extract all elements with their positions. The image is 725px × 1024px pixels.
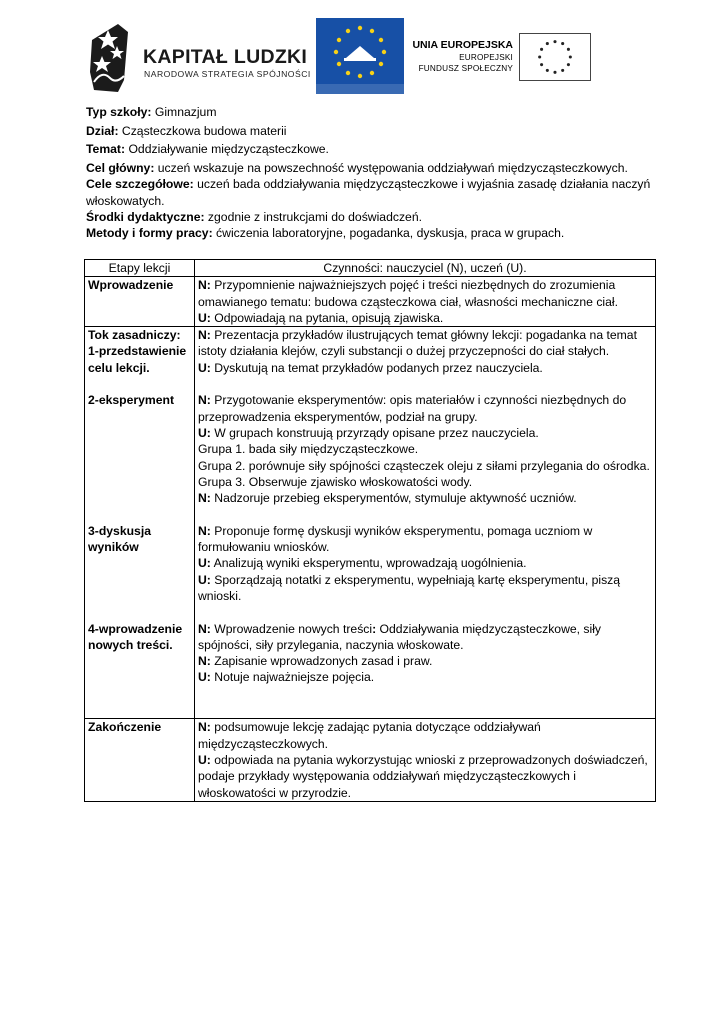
spacer bbox=[88, 425, 191, 441]
activities-intro bbox=[195, 277, 656, 327]
p4-teacher-line bbox=[198, 621, 652, 654]
teacher-label: N: bbox=[198, 523, 211, 538]
spacer bbox=[198, 506, 652, 522]
methods-value: ćwiczenia laboratoryjne, pogadanka, dyskusja, praca w grupach. bbox=[212, 225, 565, 240]
spacer bbox=[198, 702, 652, 718]
stage-4-line2: nowych treści. bbox=[88, 637, 173, 652]
topic-row bbox=[86, 141, 656, 157]
spacer bbox=[88, 458, 191, 474]
teaching-aids-value: zgodnie z instrukcjami do doświadczeń. bbox=[204, 209, 422, 224]
eu-fund-line1: EUROPEJSKI bbox=[459, 53, 513, 62]
header-stages: Etapy lekcji bbox=[85, 260, 195, 277]
spacer bbox=[88, 506, 191, 522]
p4-teacher-text-b: Oddziaływania międzycząsteczkowe, siły spójności, siły przylegania, naczynia włoskowate. bbox=[198, 621, 602, 652]
p1-student-text: Dyskutują na temat przykładów podanych przez nauczyciela. bbox=[210, 360, 543, 375]
school-type-label: Typ szkoły: bbox=[86, 105, 152, 119]
p1-teacher-text: Prezentacja przykładów ilustrujących temat główny lekcji: pogadanka na temat istoty działania klejów, czyli substancji o dużej przyczepności do ciał stałych. bbox=[198, 328, 637, 359]
detailed-goals-row bbox=[86, 176, 656, 208]
kapital-ludzki-logo bbox=[88, 22, 311, 94]
stage-4-line1: 4-wprowadzenie bbox=[88, 621, 183, 636]
stage-3-line1: 3-dyskusja bbox=[88, 523, 152, 538]
spacer bbox=[88, 588, 191, 604]
intro-teacher-line bbox=[198, 277, 652, 310]
table-row-ending bbox=[85, 719, 656, 801]
p2-teacher-supervise-line bbox=[198, 490, 652, 506]
p4-teacher-colon: : bbox=[372, 621, 377, 636]
table-header-row bbox=[85, 260, 656, 277]
p3-teacher-line bbox=[198, 523, 652, 556]
school-type-value: Gimnazjum bbox=[151, 105, 217, 119]
student-label: U: bbox=[198, 556, 211, 571]
spacer bbox=[198, 376, 652, 392]
main-goal-row bbox=[86, 160, 656, 176]
activities-ending bbox=[195, 719, 656, 801]
p4-teacher-notes-line bbox=[198, 653, 652, 669]
student-label: U: bbox=[198, 310, 211, 325]
spacer bbox=[88, 441, 191, 457]
p1-teacher-line bbox=[198, 327, 652, 360]
teacher-label: N: bbox=[198, 720, 211, 735]
school-type-row bbox=[86, 104, 656, 120]
stage-main-title: Tok zasadniczy: bbox=[88, 328, 181, 343]
spacer bbox=[88, 474, 191, 490]
p4-student-line bbox=[198, 669, 652, 685]
p3-student-text: Analizują wyniki eksperymentu, wprowadzają uogólnienia. bbox=[210, 556, 527, 571]
eu-text-block bbox=[390, 39, 513, 74]
lesson-plan-table bbox=[84, 259, 656, 802]
main-goal-label: Cel główny: bbox=[86, 161, 155, 176]
spacer bbox=[88, 490, 191, 506]
ending-student-line bbox=[198, 752, 652, 801]
p3-student-notes-text: Sporządzają notatki z eksperymentu, wypełniają kartę eksperymentu, piszą wnioski. bbox=[198, 572, 621, 603]
p2-teacher-text: Przygotowanie eksperymentów: opis materiałów i czynności niezbędnych do przeprowadzenia eksperymentów, podział na grupy. bbox=[198, 393, 627, 424]
group-1-line: Grupa 1. bada siły międzycząsteczkowe. bbox=[198, 442, 419, 457]
stage-3-line2: wyników bbox=[88, 540, 139, 555]
section-row bbox=[86, 123, 656, 139]
topic-label: Temat: bbox=[86, 142, 126, 157]
spacer bbox=[198, 686, 652, 702]
stage-1-line1: 1-przedstawienie bbox=[88, 344, 187, 359]
p3-teacher-text: Proponuje formę dyskusji wyników eksperymentu, pomaga uczniom w formułowaniu wniosków. bbox=[198, 523, 593, 555]
topic-value: Oddziaływanie międzycząsteczkowe. bbox=[125, 142, 329, 157]
teacher-label: N: bbox=[198, 328, 211, 343]
stage-1-line2: celu lekcji. bbox=[88, 360, 150, 375]
eu-title: UNIA EUROPEJSKA bbox=[412, 39, 513, 51]
p3-student-line bbox=[198, 555, 652, 571]
student-label: U: bbox=[198, 360, 211, 375]
stage-main bbox=[85, 327, 195, 719]
ending-teacher-line bbox=[198, 719, 652, 752]
eu-fund-line2: FUNDUSZ SPOŁECZNY bbox=[418, 64, 513, 73]
kapital-ludzki-subtitle: NARODOWA STRATEGIA SPÓJNOŚCI bbox=[144, 69, 311, 79]
p1-student-line bbox=[198, 360, 652, 376]
stage-ending: Zakończenie bbox=[85, 719, 195, 801]
teacher-label: N: bbox=[198, 393, 211, 408]
section-label: Dział: bbox=[86, 123, 119, 138]
p2-student-text: W grupach konstruują przyrządy opisane przez nauczyciela. bbox=[210, 425, 539, 440]
p2-teacher-line bbox=[198, 392, 652, 425]
methods-row bbox=[86, 225, 656, 241]
p2-teacher-supervise-text: Nadzoruje przebieg eksperymentów, stymuluje aktywność uczniów. bbox=[210, 491, 577, 506]
spacer bbox=[88, 555, 191, 571]
student-label: U: bbox=[198, 670, 211, 685]
spacer bbox=[88, 409, 191, 425]
p4-teacher-text-a: Wprowadzenie nowych treści bbox=[210, 621, 373, 636]
student-label: U: bbox=[198, 572, 211, 587]
group-3-line: Grupa 3. Obserwuje zjawisko włoskowatości wody. bbox=[198, 474, 473, 489]
ending-student-text: odpowiada na pytania wykorzystując wnioski z przeprowadzonych doświadczeń, podaje przykłady występowania oddziaływań międzycząsteczkowych i włoskowatości w przyrodzie. bbox=[198, 752, 648, 800]
teaching-aids-label: Środki dydaktyczne: bbox=[86, 209, 205, 224]
p4-teacher-notes-text: Zapisanie wprowadzonych zasad i praw. bbox=[210, 654, 433, 669]
activities-main bbox=[195, 327, 656, 719]
spacer bbox=[88, 572, 191, 588]
intro-student-text: Odpowiadają na pytania, opisują zjawiska. bbox=[210, 310, 444, 325]
main-goal-value: uczeń wskazuje na powszechność występowania oddziaływań międzycząsteczkowych. bbox=[154, 161, 628, 176]
spacer bbox=[198, 604, 652, 620]
spacer bbox=[88, 376, 191, 392]
table-row-intro bbox=[85, 277, 656, 327]
p3-student-notes-line bbox=[198, 572, 652, 605]
p4-student-text: Notuje najważniejsze pojęcia. bbox=[210, 670, 375, 685]
section-value: Cząsteczkowa budowa materii bbox=[118, 123, 287, 138]
detailed-goals-value: uczeń bada oddziaływania międzycząsteczkowe i wyjaśnia zasadę działania naczyń włoskowatych. bbox=[86, 177, 651, 208]
ending-teacher-text: podsumowuje lekcję zadając pytania dotyczące oddziaływań międzycząsteczkowych. bbox=[198, 720, 541, 751]
stage-2: 2-eksperyment bbox=[88, 393, 175, 408]
teacher-label: N: bbox=[198, 621, 211, 636]
intro-teacher-text: Przypomnienie najważniejszych pojęć i treści niezbędnych do zrozumienia omawianego tematu: budowa cząsteczkowa ciał, własności mechaniczne ciał. bbox=[198, 278, 618, 309]
student-label: U: bbox=[198, 425, 211, 440]
spacer bbox=[88, 604, 191, 620]
kapital-ludzki-title: KAPITAŁ LUDZKI bbox=[143, 46, 308, 68]
teacher-label: N: bbox=[198, 491, 211, 506]
stage-intro: Wprowadzenie bbox=[85, 277, 195, 327]
eu-flag-icon bbox=[519, 33, 591, 81]
group-2-line: Grupa 2. porównuje siły spójności cząsteczek oleju z siłami przylegania do ośrodka. bbox=[198, 458, 650, 473]
student-label: U: bbox=[198, 752, 211, 767]
kapital-ludzki-mark-icon bbox=[88, 22, 132, 94]
intro-student-line bbox=[198, 310, 652, 326]
teacher-label: N: bbox=[198, 278, 211, 293]
detailed-goals-label: Cele szczegółowe: bbox=[86, 177, 194, 192]
methods-label: Metody i formy pracy: bbox=[86, 225, 213, 240]
header-activities: Czynności: nauczyciel (N), uczeń (U). bbox=[195, 260, 656, 277]
lesson-metadata bbox=[86, 104, 656, 244]
teacher-label: N: bbox=[198, 654, 211, 669]
teaching-aids-row bbox=[86, 209, 656, 225]
p2-student-line bbox=[198, 425, 652, 441]
table-row-main bbox=[85, 327, 656, 719]
document-header bbox=[0, 0, 725, 100]
